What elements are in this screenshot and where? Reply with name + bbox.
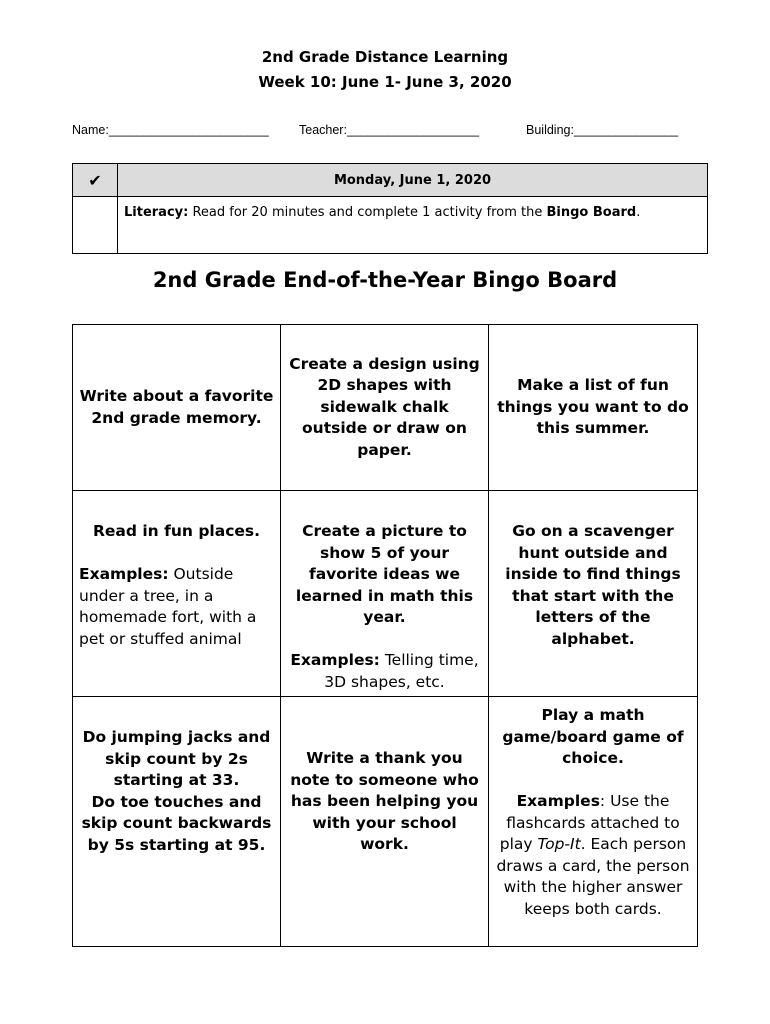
game-name: Top-It bbox=[537, 835, 581, 853]
bingo-row bbox=[73, 491, 698, 697]
check-mark-icon: ✔ bbox=[73, 164, 118, 197]
examples-text: . Each person draws a card, the person with the higher answer keeps both cards. bbox=[496, 835, 690, 918]
literacy-task bbox=[118, 197, 708, 254]
bingo-cell bbox=[73, 491, 281, 697]
bingo-cell-main: Play a math game/board game of choice. bbox=[502, 706, 684, 767]
check-box-cell bbox=[73, 197, 118, 254]
building-field: Building:_______________ bbox=[526, 123, 679, 137]
examples-label: Examples: bbox=[79, 565, 169, 583]
bingo-board bbox=[72, 324, 698, 947]
bingo-cell-examples bbox=[287, 650, 482, 693]
bingo-cell-examples bbox=[495, 791, 691, 920]
bingo-cell bbox=[281, 491, 489, 697]
bingo-cell-part: Do jumping jacks and skip count by 2s starting at 33. bbox=[82, 728, 271, 789]
bingo-cell-part: Do toe touches and skip count backwards by 5s starting at 95. bbox=[81, 792, 272, 854]
schedule-table bbox=[72, 163, 708, 254]
bingo-cell bbox=[73, 697, 281, 947]
day-heading: Monday, June 1, 2020 bbox=[118, 164, 708, 197]
literacy-label: Literacy: bbox=[124, 205, 189, 220]
schedule-row-literacy bbox=[73, 197, 708, 254]
examples-text: Outside under a tree, in a homemade fort, with a pet or stuffed animal bbox=[79, 565, 257, 648]
bingo-cell-main: Read in fun places. bbox=[92, 522, 261, 540]
literacy-period: . bbox=[636, 205, 641, 220]
bingo-cell-examples bbox=[79, 564, 274, 650]
teacher-field: Teacher:___________________ bbox=[299, 123, 480, 137]
bingo-cell bbox=[489, 697, 698, 947]
bingo-cell: Go on a scavenger hunt outside and inside to find things that start with the letters of the alphabet. bbox=[489, 491, 698, 697]
bingo-cell: Create a design using 2D shapes with sidewalk chalk outside or draw on paper. bbox=[281, 325, 489, 491]
bingo-board-ref: Bingo Board bbox=[546, 205, 637, 220]
bingo-row bbox=[73, 697, 698, 947]
bingo-cell: Write about a favorite 2nd grade memory. bbox=[73, 325, 281, 491]
literacy-text: Read for 20 minutes and complete 1 activity from the bbox=[188, 205, 547, 220]
bingo-title: 2nd Grade End-of-the-Year Bingo Board bbox=[152, 268, 618, 292]
examples-text: : Use the flashcards attached to play bbox=[499, 792, 680, 853]
bingo-cell-main: Create a picture to show 5 of your favorite ideas we learned in math this year. bbox=[295, 522, 474, 626]
examples-label: Examples: bbox=[290, 651, 380, 669]
bingo-row bbox=[73, 325, 698, 491]
bingo-cell: Make a list of fun things you want to do this summer. bbox=[489, 325, 698, 491]
examples-text: Telling time, 3D shapes, etc. bbox=[324, 651, 479, 691]
week-subtitle: Week 10: June 1- June 3, 2020 bbox=[258, 73, 512, 91]
schedule-header-row bbox=[73, 164, 708, 197]
bingo-cell: Write a thank you note to someone who has been helping you with your school work. bbox=[281, 697, 489, 947]
examples-label: Examples bbox=[516, 792, 600, 810]
name-field: Name:_______________________ bbox=[72, 123, 269, 137]
document-title: 2nd Grade Distance Learning bbox=[261, 48, 509, 66]
